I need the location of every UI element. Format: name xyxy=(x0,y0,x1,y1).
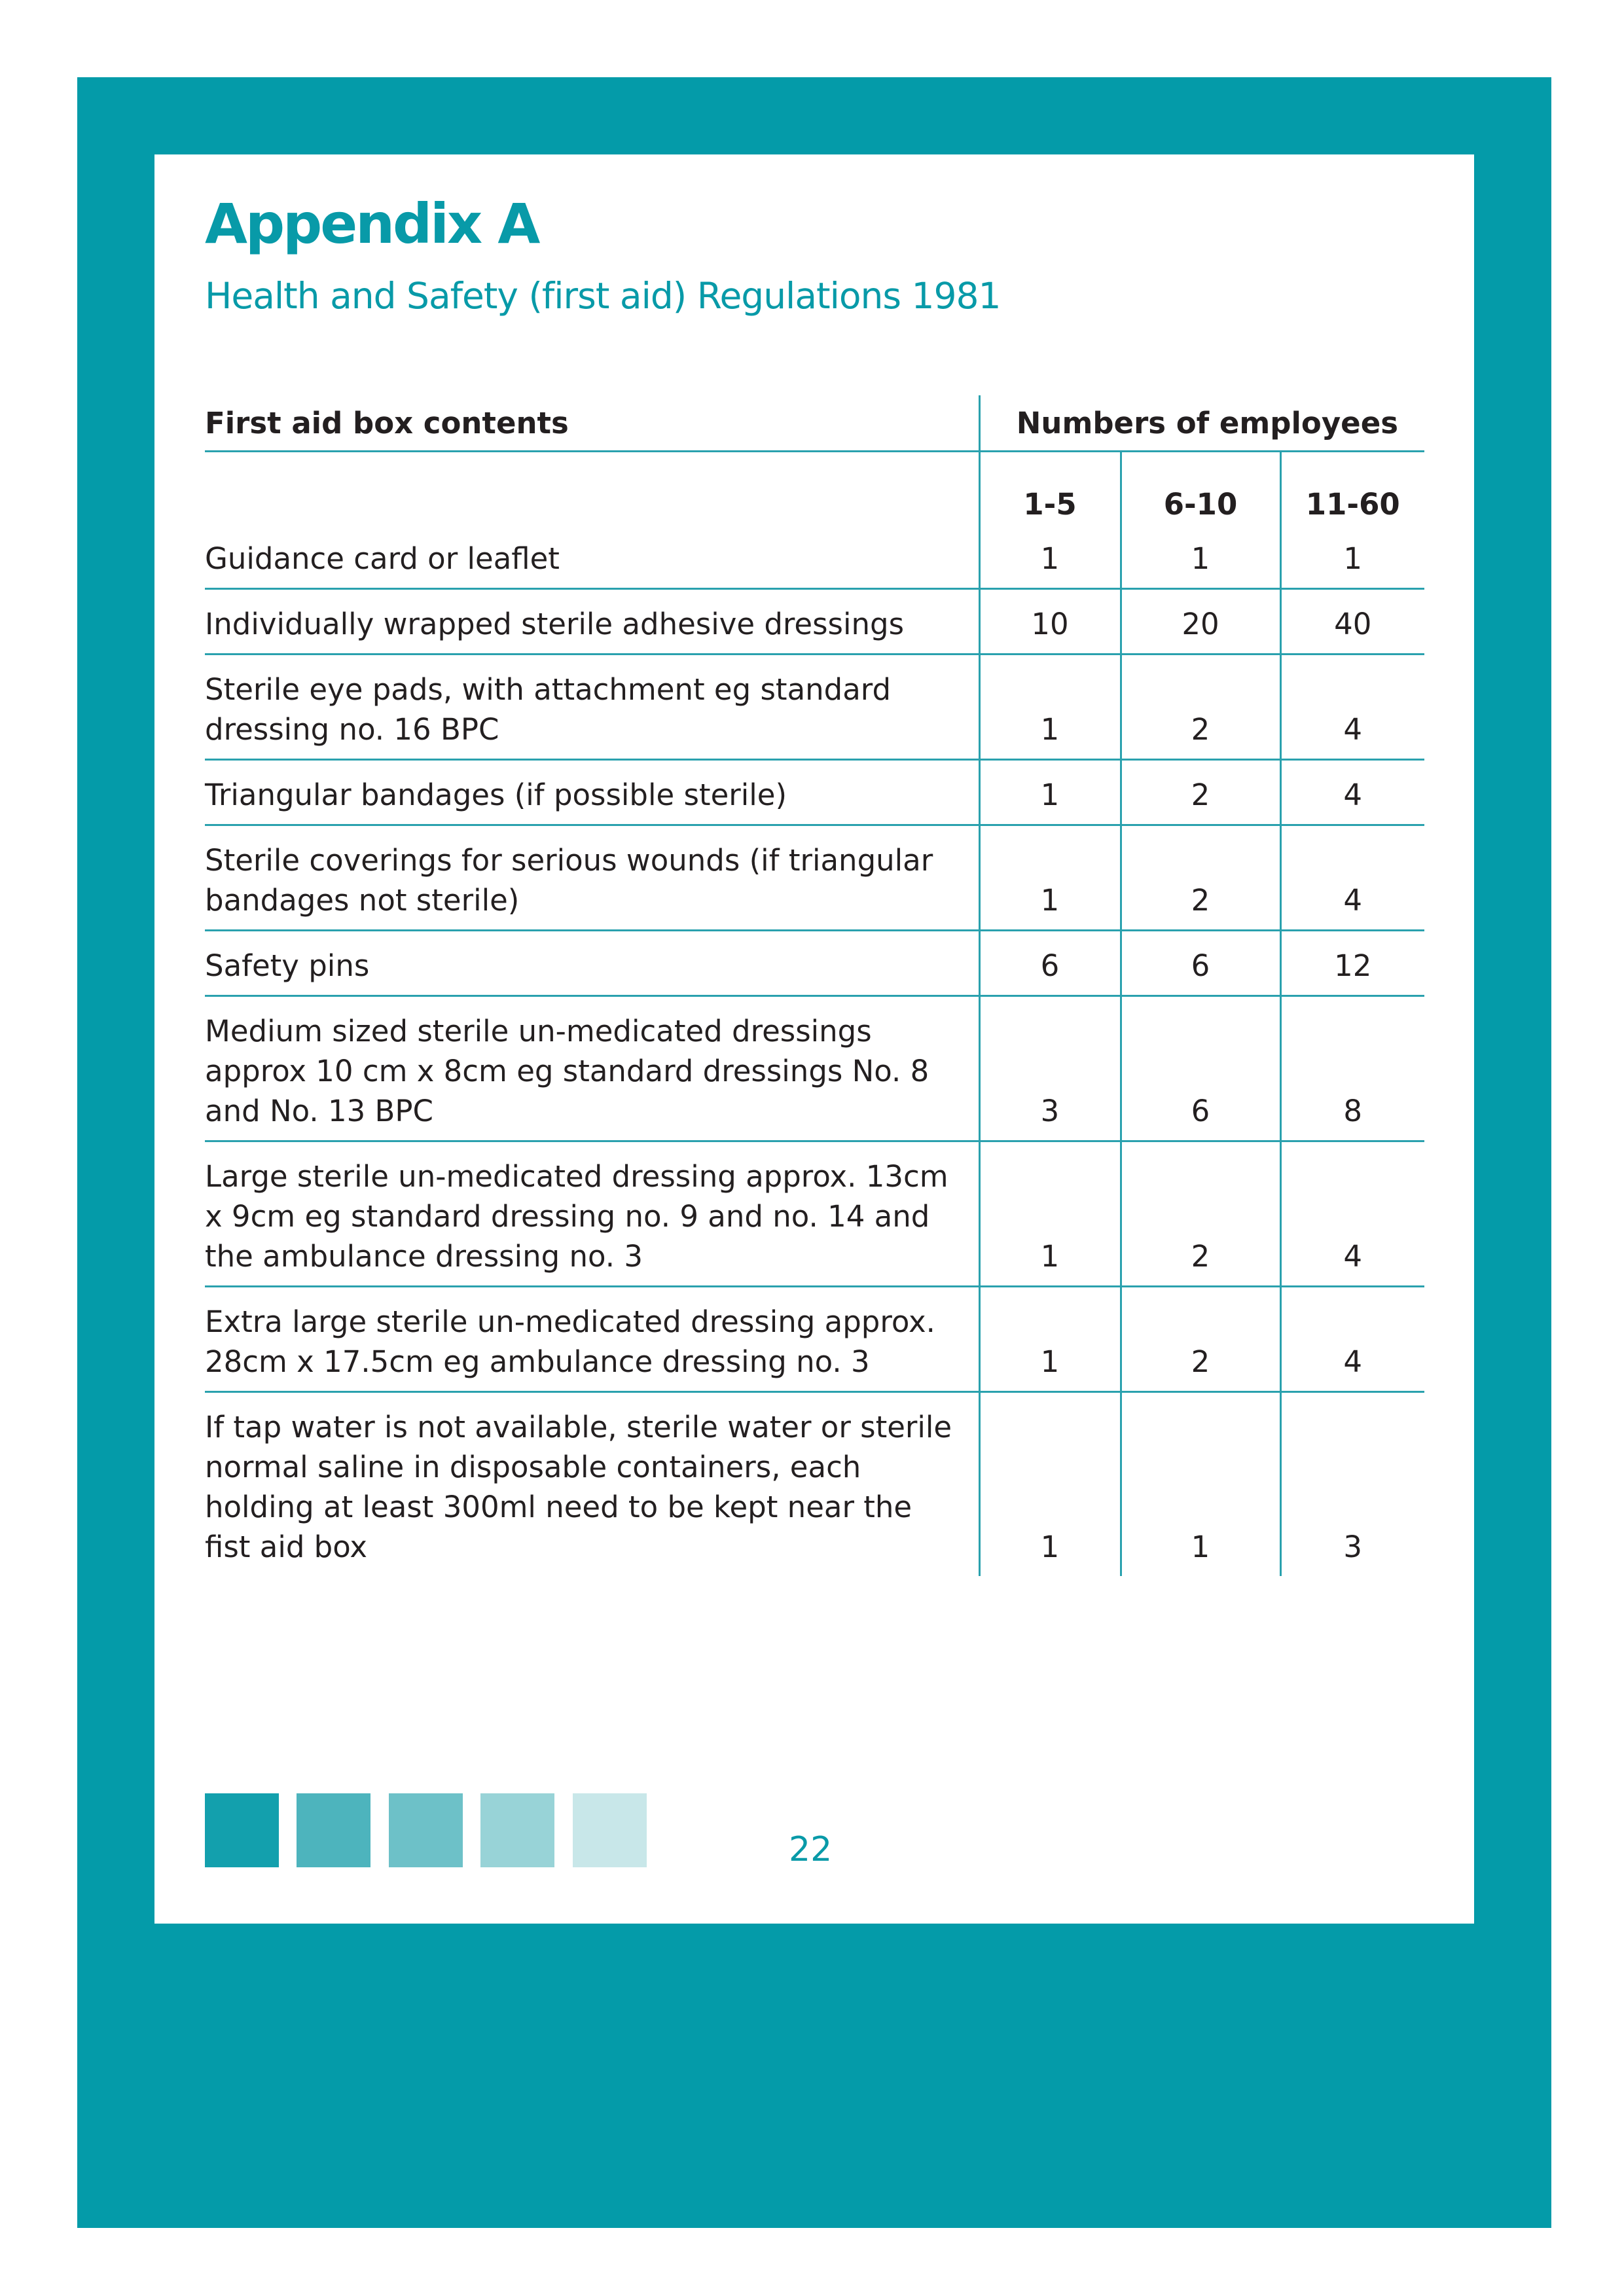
color-swatch xyxy=(205,1793,279,1867)
quantity-cell: 6 xyxy=(1121,996,1280,1141)
item-cell: Sterile coverings for serious wounds (if triangular bandages not sterile) xyxy=(205,825,979,931)
item-column-header: First aid box contents xyxy=(205,395,979,452)
item-cell: If tap water is not available, sterile water or sterile normal saline in disposable containers, each holding at least 300ml need to be kept near the fist aid box xyxy=(205,1410,952,1564)
page-number: 22 xyxy=(789,1830,833,1869)
quantity-cell: 1 xyxy=(1121,1392,1280,1577)
quantity-cell: 4 xyxy=(1280,1141,1424,1287)
quantity-cell: 3 xyxy=(1280,1392,1424,1577)
column-header: 6-10 xyxy=(1121,452,1280,525)
table-row xyxy=(205,825,1424,931)
item-cell: Individually wrapped sterile adhesive dressings xyxy=(205,589,979,655)
quantity-cell: 8 xyxy=(1280,996,1424,1141)
quantity-cell: 4 xyxy=(1280,1287,1424,1392)
column-header: 1-5 xyxy=(979,452,1121,525)
item-cell: Sterile eye pads, with attachment eg standard dressing no. 16 BPC xyxy=(205,655,979,760)
employees-group-header: Numbers of employees xyxy=(979,395,1424,452)
quantity-cell: 4 xyxy=(1280,825,1424,931)
quantity-cell: 2 xyxy=(1121,1287,1280,1392)
quantity-cell: 1 xyxy=(979,825,1121,931)
page-title: Appendix A xyxy=(205,192,539,256)
quantity-cell: 6 xyxy=(979,931,1121,996)
quantity-cell: 6 xyxy=(1121,931,1280,996)
color-swatch xyxy=(389,1793,463,1867)
item-cell: Medium sized sterile un-medicated dressings approx 10 cm x 8cm eg standard dressings No. 8 and No. 13 BPC xyxy=(205,996,979,1141)
item-cell: Extra large sterile un-medicated dressing approx. 28cm x 17.5cm eg ambulance dressing no. 3 xyxy=(205,1287,979,1392)
quantity-cell: 4 xyxy=(1280,760,1424,825)
table-row xyxy=(205,760,1424,825)
quantity-cell: 40 xyxy=(1280,589,1424,655)
item-cell: Large sterile un-medicated dressing approx. 13cm x 9cm eg standard dressing no. 9 and no. 14 and the ambulance dressing no. 3 xyxy=(205,1141,979,1287)
item-cell: Safety pins xyxy=(205,931,979,996)
quantity-cell: 1 xyxy=(979,524,1121,589)
table-row xyxy=(205,1141,1424,1287)
column-header: 11-60 xyxy=(1280,452,1424,525)
quantity-cell: 2 xyxy=(1121,825,1280,931)
item-cell: Guidance card or leaflet xyxy=(205,524,979,589)
quantity-cell: 1 xyxy=(979,1141,1121,1287)
color-swatch xyxy=(297,1793,370,1867)
quantity-cell: 1 xyxy=(1121,524,1280,589)
quantity-cell: 2 xyxy=(1121,760,1280,825)
item-cell: Triangular bandages (if possible sterile) xyxy=(205,760,979,825)
color-swatch xyxy=(480,1793,554,1867)
quantity-cell: 10 xyxy=(979,589,1121,655)
page-subtitle: Health and Safety (first aid) Regulations 1981 xyxy=(205,275,1001,317)
quantity-cell: 1 xyxy=(979,1287,1121,1392)
table-row xyxy=(205,589,1424,655)
quantity-cell: 1 xyxy=(979,655,1121,760)
empty-header-cell xyxy=(205,452,979,525)
quantity-cell: 1 xyxy=(979,760,1121,825)
color-swatch xyxy=(573,1793,647,1867)
table-row xyxy=(205,931,1424,996)
quantity-cell: 3 xyxy=(979,996,1121,1141)
quantity-cell: 2 xyxy=(1121,655,1280,760)
table-row xyxy=(205,524,1424,589)
table-row xyxy=(205,1392,1424,1577)
table-row xyxy=(205,655,1424,760)
table-body xyxy=(205,524,1424,1576)
quantity-cell: 12 xyxy=(1280,931,1424,996)
quantity-cell: 1 xyxy=(1280,524,1424,589)
first-aid-table xyxy=(205,395,1424,1576)
table-row xyxy=(205,996,1424,1141)
quantity-cell: 1 xyxy=(979,1392,1121,1577)
quantity-cell: 2 xyxy=(1121,1141,1280,1287)
quantity-cell: 20 xyxy=(1121,589,1280,655)
table-row xyxy=(205,1287,1424,1392)
quantity-cell: 4 xyxy=(1280,655,1424,760)
